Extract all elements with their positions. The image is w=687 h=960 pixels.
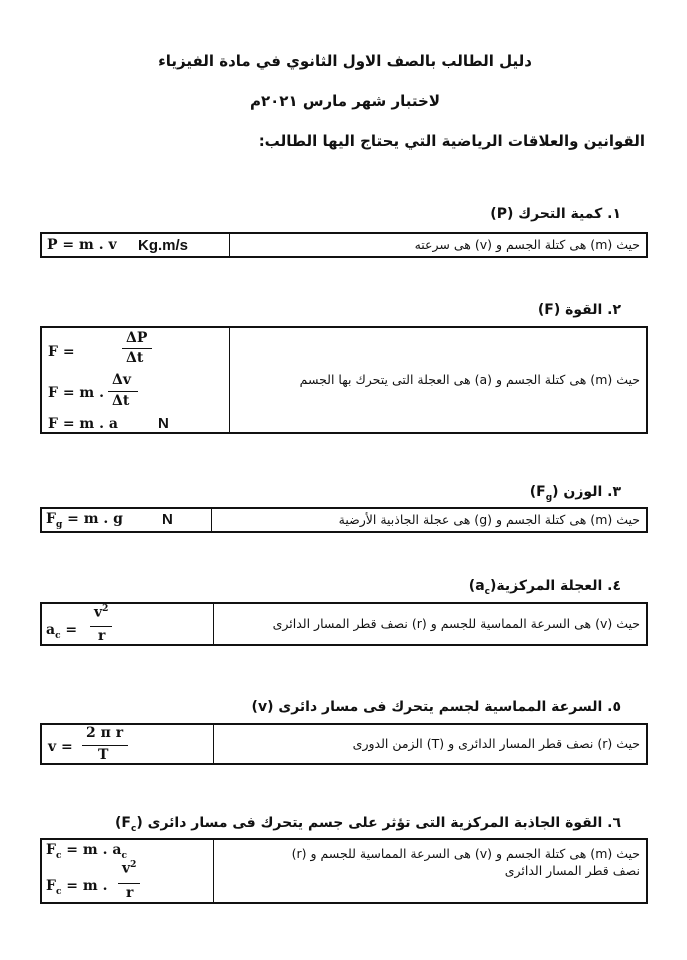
weight-formula-cell: [42, 509, 212, 531]
centripetal-acceleration-numerator: [94, 604, 108, 621]
centripetal-force-description: [214, 840, 646, 902]
weight-unit: N: [162, 511, 173, 528]
heading-centripetal-force-text: ٦. القوة الجاذبة المركزية التى تؤثر على جسم يتحرك فى مسار دائرى (F: [121, 815, 621, 831]
centripetal-force-f2-rest: = m .: [61, 878, 108, 894]
centripetal-force-f1-subscript: c: [55, 850, 62, 861]
tangential-velocity-fraction-bar: [82, 745, 128, 746]
force-f2-denominator: Δt: [112, 393, 130, 409]
heading-centripetal-acceleration: [469, 578, 621, 597]
centripetal-force-numerator: [122, 860, 136, 877]
heading-weight-close: ): [529, 484, 537, 500]
momentum-formula-cell: [42, 234, 230, 256]
weight-formula: [46, 511, 123, 530]
force-f1-lhs: F =: [48, 344, 75, 360]
centripetal-force-fraction-bar: [118, 883, 140, 884]
centripetal-force-denominator: r: [126, 885, 134, 901]
weight-formula-subscript: g: [55, 519, 63, 530]
weight-description: حيث (m) هى كتلة الجسم و (g) هى عجلة الجاذبية الأرضية: [338, 511, 640, 527]
centripetal-force-f2: [46, 878, 107, 897]
force-formula-cell: [42, 328, 230, 432]
section-intro: القوانين والعلاقات الرياضية التي يحتاج اليها الطالب:: [258, 132, 645, 150]
force-box: [40, 326, 648, 434]
heading-centripetal-force: [115, 815, 621, 834]
force-f2-fraction-bar: [108, 391, 138, 392]
tangential-velocity-description: حيث (r) نصف قطر المسار الدائرى و (T) الزمن الدورى: [352, 735, 640, 751]
tangential-velocity-formula-cell: [42, 725, 214, 763]
centripetal-acceleration-numerator-power: 2: [102, 604, 109, 614]
centripetal-acceleration-formula-cell: [42, 604, 214, 644]
heading-centripetal-acceleration-text: ٤. العجلة المركزية(a: [475, 578, 621, 594]
weight-formula-rest: = m . g: [62, 511, 123, 527]
heading-centripetal-force-close: ): [115, 815, 122, 831]
momentum-description: حيث (m) هى كتلة الجسم و (v) هى سرعته: [414, 236, 640, 252]
heading-momentum: ١. كمية التحرك (P): [490, 206, 621, 222]
force-f2-lhs: F = m .: [48, 385, 104, 401]
weight-box: [40, 507, 648, 533]
force-f1-numerator: ΔP: [126, 330, 148, 346]
centripetal-acceleration-numerator-v: v: [94, 604, 103, 621]
centripetal-force-f2-f: F: [46, 878, 56, 894]
centripetal-acceleration-lhs-subscript: c: [55, 630, 61, 641]
heading-weight-subscript: g: [545, 492, 553, 503]
centripetal-force-f2-subscript: c: [55, 886, 62, 897]
centripetal-force-f1-f: F: [46, 842, 56, 858]
centripetal-force-numerator-power: 2: [130, 860, 137, 870]
force-unit: N: [158, 415, 169, 432]
momentum-box: [40, 232, 648, 258]
momentum-unit: Kg.m/s: [138, 237, 189, 254]
document-title: دليل الطالب بالصف الاول الثانوي في مادة الفيزياء: [158, 52, 532, 70]
force-f3: F = m . a: [48, 416, 118, 432]
heading-force: ٢. القوة (F): [537, 302, 621, 318]
exam-subtitle: لاختبار شهر مارس ٢٠٢١م: [249, 92, 441, 110]
heading-tangential-velocity: ٥. السرعة المماسية لجسم يتحرك فى مسار دائرى (v): [251, 699, 621, 715]
tangential-velocity-denominator: T: [98, 747, 109, 763]
tangential-velocity-lhs: v =: [48, 739, 73, 755]
centripetal-force-description-line1: حيث (m) هى كتلة الجسم و (v) هى السرعة المماسية للجسم و (r): [291, 846, 640, 861]
centripetal-force-f1-rest-subscript: c: [121, 850, 127, 861]
centripetal-acceleration-lhs: [46, 622, 77, 641]
centripetal-force-formula-cell: [42, 840, 214, 902]
force-f2-numerator: Δv: [112, 372, 131, 388]
centripetal-acceleration-description: حيث (v) هى السرعة المماسية للجسم و (r) نصف قطر المسار الدائرى: [272, 615, 640, 631]
centripetal-acceleration-lhs-a: a: [46, 622, 56, 638]
centripetal-force-description-line2: نصف قطر المسار الدائرى: [504, 862, 640, 878]
centripetal-acceleration-lhs-equals: =: [60, 622, 78, 638]
heading-centripetal-force-subscript: c: [131, 823, 137, 834]
tangential-velocity-numerator: 2 π r: [86, 725, 124, 741]
centripetal-acceleration-denominator: r: [98, 628, 106, 644]
centripetal-acceleration-box: [40, 602, 648, 646]
centripetal-acceleration-fraction-bar: [90, 626, 112, 627]
centripetal-force-f1: [46, 842, 127, 861]
tangential-velocity-box: [40, 723, 648, 765]
force-description: حيث (m) هى كتلة الجسم و (a) هى العجلة التى يتحرك بها الجسم: [299, 371, 640, 387]
centripetal-force-box: [40, 838, 648, 904]
centripetal-force-f1-rest: = m . a: [61, 842, 122, 858]
heading-centripetal-acceleration-subscript: c: [484, 586, 490, 597]
force-f1-fraction-bar: [122, 348, 152, 349]
force-f1-denominator: Δt: [126, 350, 144, 366]
momentum-formula: P = m . v: [47, 237, 117, 253]
heading-weight: [530, 484, 621, 503]
heading-weight-text: ٣. الوزن (F: [536, 484, 621, 500]
weight-formula-f: F: [46, 511, 56, 527]
centripetal-force-numerator-v: v: [122, 860, 131, 877]
heading-centripetal-acceleration-close: ): [468, 578, 476, 594]
